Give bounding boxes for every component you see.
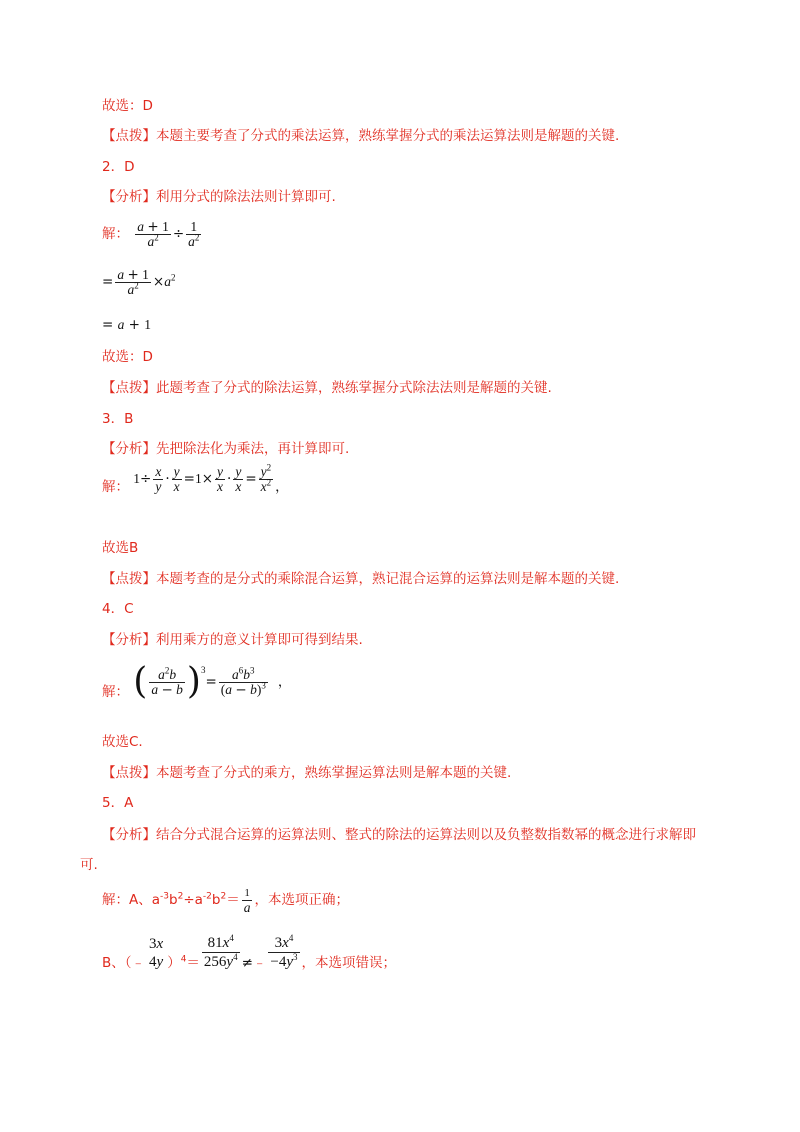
remark-2: 【点拨】此题考查了分式的除法运算，熟练掌握分式除法法则是解题的关键.: [102, 380, 552, 396]
solution-4-step: 解： ( $\frac{a^2b}{a - b}$ )$^3$= $\frac{a^6b^3}{(a - b)^3}$ ，: [102, 661, 292, 702]
question-5-answer: 5．A: [102, 795, 134, 811]
solution-text: ，本选项正确；: [254, 892, 349, 908]
question-4-answer: 4．C: [102, 601, 134, 617]
formula-fraction: $\frac{a^2b}{a - b}$: [151, 665, 183, 698]
solution-2-step-1: 解： $\frac{a + 1}{a^2}$ ÷ $\frac{1}{a^2}$: [102, 218, 200, 249]
question-2-answer: 2．D: [102, 159, 135, 175]
solution-3-step: 解： 1÷ $\frac{x}{y}$ · $\frac{y}{x}$ =1× $\frac{y}{x}$ · $\frac{y}{x}$ = $\frac{y^2}{x^2}$ ，: [102, 462, 289, 495]
formula-fraction: $\frac{81x^4}{256y^4}$: [203, 933, 238, 970]
formula-fraction: $\frac{a + 1}{a^2}$: [137, 218, 169, 249]
solution-2-step-3: = a + 1: [102, 317, 152, 333]
solution-2-step-2: = $\frac{a + 1}{a^2}$ $\times a^2$: [102, 266, 176, 297]
formula-fraction: $\frac{y}{x}$: [173, 463, 180, 494]
formula-fraction: $\frac{y}{x}$: [235, 463, 242, 494]
remark-1: 【点拨】本题主要考查了分式的乘法运算，熟练掌握分式的乘法运算法则是解题的关键.: [102, 128, 620, 144]
solution-5-option-a: 解：A、$a^{-3}b^2\div a^{-2}b^2=$ $\frac{1}{a}$ ，本选项正确；: [102, 886, 349, 915]
remark-3: 【点拨】本题考查的是分式的乘除混合运算，熟记混合运算的运算法则是解本题的关键.: [102, 571, 620, 587]
analysis-3: 【分析】先把除法化为乘法，再计算即可.: [102, 441, 350, 457]
analysis-4: 【分析】利用乘方的意义计算即可得到结果.: [102, 632, 363, 648]
solution-prefix: 解：: [102, 226, 129, 242]
formula-fraction: $\frac{1}{a}$: [243, 886, 251, 915]
answer-choice-2: 故选：D: [102, 349, 153, 365]
formula-fraction: $\frac{y^2}{x^2}$: [260, 462, 272, 494]
punctuation: ，: [275, 479, 289, 495]
solution-prefix: 解：: [102, 684, 129, 700]
formula-fraction: $\frac{x}{y}$: [155, 463, 162, 494]
solution-text: ，本选项错误；: [301, 954, 397, 971]
formula-fraction: $\frac{y}{x}$: [217, 463, 224, 494]
answer-choice-1: 故选：D: [102, 98, 153, 114]
formula-fraction: 3x 4y: [149, 935, 164, 970]
analysis-5: 【分析】结合分式混合运算的运算法则、整式的除法的运算法则以及负整数指数幂的概念进行求解即可.: [80, 827, 696, 873]
solution-5-option-b: B、（﹣ 3x 4y ）$^4$＝ $\frac{81x^4}{256y^4}$ ≠﹣ $\frac{3x^4}{-4y^3}$ ，本选项错误；: [102, 933, 397, 971]
formula-fraction: $\frac{1}{a^2}$: [188, 218, 200, 249]
formula-fraction: $\frac{3x^4}{-4y^3}$: [270, 933, 298, 970]
solution-text: B、（﹣: [102, 954, 146, 971]
solution-text: 解：A、a: [102, 892, 161, 908]
punctuation: ，: [277, 674, 292, 690]
formula-fraction: $\frac{a^6b^3}{(a - b)^3}$: [220, 665, 266, 698]
solution-prefix: 解：: [102, 479, 129, 495]
question-3-answer: 3．B: [102, 411, 134, 427]
answer-choice-4: 故选C.: [102, 734, 143, 750]
analysis-2: 【分析】利用分式的除法法则计算即可.: [102, 189, 336, 205]
answer-choice-3: 故选B: [102, 540, 139, 556]
formula-fraction: $\frac{a + 1}{a^2}$: [117, 266, 149, 297]
remark-4: 【点拨】本题考查了分式的乘方，熟练掌握运算法则是解本题的关键.: [102, 765, 512, 781]
